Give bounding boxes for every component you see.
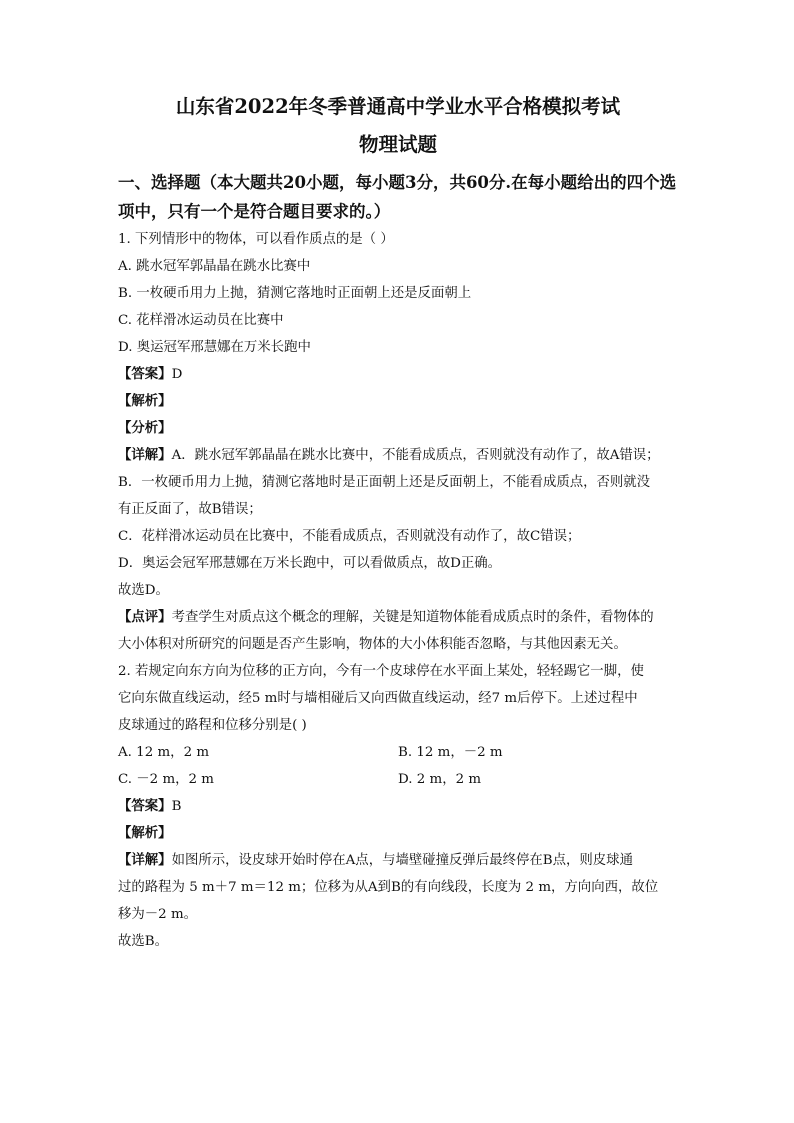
exam-page bbox=[118, 92, 678, 955]
question-1-stem: 1. 下列情形中的物体，可以看作质点的是（ ） bbox=[118, 232, 394, 247]
answer-label: 【答案】 bbox=[118, 366, 172, 382]
question-1-comment-line: 大小体积对所研究的问题是否产生影响，物体的大小体积能否忽略，与其他因素无关。 bbox=[118, 637, 627, 652]
detail-label: 【详解】 bbox=[118, 447, 172, 463]
question-2-detail-line: 过的路程为 5 m＋7 m＝12 m；位移为从A到B的有向线段，长度为 2 m，方向向西，故位 bbox=[118, 880, 659, 895]
answer-value: B bbox=[171, 799, 182, 814]
comment-text: 考查学生对质点这个概念的理解，关键是知道物体能看成质点时的条件，看物体的 bbox=[171, 610, 654, 625]
question-1-comment-line bbox=[118, 604, 678, 631]
question-1-option-c: C. 花样滑冰运动员在比赛中 bbox=[118, 313, 284, 328]
question-1-option-a: A. 跳水冠军郭晶晶在跳水比赛中 bbox=[118, 259, 311, 274]
analysis-label: 【解析】 bbox=[118, 825, 172, 841]
question-2 bbox=[118, 658, 678, 955]
question-2-options-row-1 bbox=[118, 739, 678, 766]
answer-label: 【答案】 bbox=[118, 798, 172, 814]
question-2-option-c: C. －2 m，2 m bbox=[118, 772, 215, 787]
question-2-stem-line: 2. 若规定向东方向为位移的正方向，今有一个皮球停在水平面上某处，轻轻踢它一脚，使 bbox=[118, 664, 644, 679]
question-2-stem-line: 皮球通过的路程和位移分别是( ) bbox=[118, 718, 307, 733]
question-1-detail-line: C．花样滑冰运动员在比赛中，不能看成质点，否则就没有动作了，故C错误； bbox=[118, 529, 581, 544]
exam-title: 山东省2022年冬季普通高中学业水平合格模拟考试 bbox=[175, 95, 621, 118]
question-1 bbox=[118, 226, 678, 658]
question-1-option-d: D. 奥运冠军邢慧娜在万米长跑中 bbox=[118, 340, 311, 355]
question-2-detail-line: 移为－2 m。 bbox=[118, 907, 198, 922]
question-1-detail-line: D．奥运会冠军邢慧娜在万米长跑中，可以看做质点，故D正确。 bbox=[118, 556, 502, 571]
detail-text: A．跳水冠军郭晶晶在跳水比赛中，不能看成质点，否则就没有动作了，故A错误； bbox=[171, 448, 660, 463]
question-2-options-row-2 bbox=[118, 766, 678, 793]
question-2-option-d: D. 2 m，2 m bbox=[398, 772, 482, 787]
question-2-option-b: B. 12 m，－2 m bbox=[398, 745, 503, 760]
detail-text: 如图所示，设皮球开始时停在A点，与墙壁碰撞反弹后最终停在B点，则皮球通 bbox=[171, 853, 633, 868]
question-2-answer bbox=[118, 793, 678, 820]
fenxi-label: 【分析】 bbox=[118, 420, 172, 436]
exam-subtitle: 物理试题 bbox=[358, 133, 437, 156]
answer-value: D bbox=[171, 367, 183, 382]
question-1-detail-line: 有正反面了，故B错误； bbox=[118, 502, 262, 517]
question-2-detail-line bbox=[118, 847, 678, 874]
section-heading: 一、选择题（本大题共20小题，每小题3分，共60分.在每小题给出的四个选项中，只有一个是符合题目要求的。） bbox=[118, 173, 677, 221]
question-1-detail-line: 故选D。 bbox=[118, 583, 169, 598]
question-2-option-a: A. 12 m，2 m bbox=[118, 745, 210, 760]
question-1-answer bbox=[118, 361, 678, 388]
comment-label: 【点评】 bbox=[118, 609, 172, 625]
question-1-detail-line bbox=[118, 442, 678, 469]
analysis-label: 【解析】 bbox=[118, 393, 172, 409]
question-2-detail-line: 故选B。 bbox=[118, 934, 169, 949]
question-2-stem-line: 它向东做直线运动，经5 m时与墙相碰后又向西做直线运动，经7 m后停下。上述过程中 bbox=[118, 691, 638, 706]
detail-label: 【详解】 bbox=[118, 852, 172, 868]
question-1-detail-line: B．一枚硬币用力上抛，猜测它落地时是正面朝上还是反面朝上，不能看成质点，否则就没 bbox=[118, 475, 651, 490]
question-1-option-b: B. 一枚硬币用力上抛，猜测它落地时正面朝上还是反面朝上 bbox=[118, 286, 472, 301]
